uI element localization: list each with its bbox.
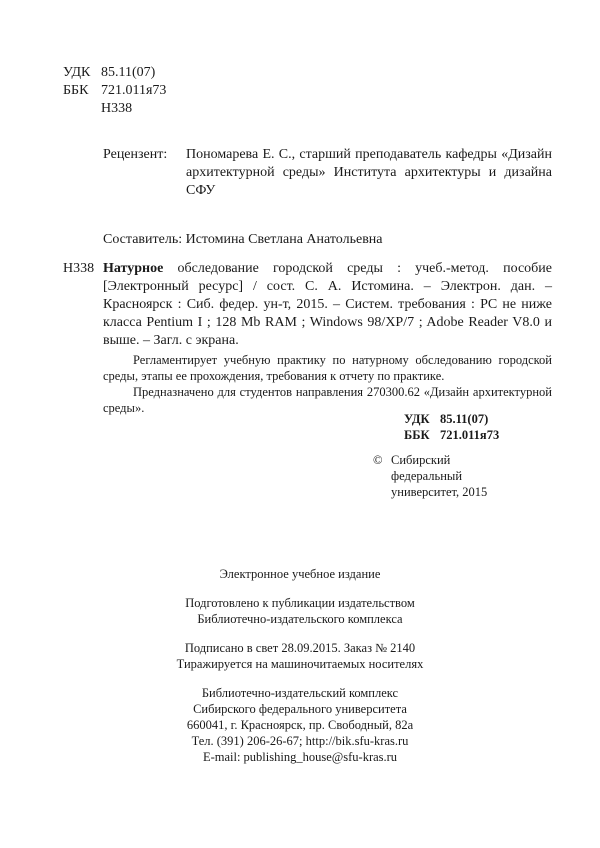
publisher-phone: Тел. (391) 206-26-67; http://bik.sfu-kras.ru (191, 734, 409, 748)
publisher-email: E-mail: publishing_house@sfu-kras.ru (202, 750, 398, 764)
entry-title: Натурное (103, 261, 164, 276)
bbk-row (404, 427, 499, 443)
udk-label: УДК (404, 412, 430, 426)
publisher-contacts (0, 685, 600, 765)
entry-text: обследование городской среды : учеб.-метод. пособие [Электронный ресурс] / сост. С. А. Истомина. – Электрон. дан. – Красноярск : Сиб. федер. ун-т, 2015. – Систем. требования : PC не ниже класса Pentium I ; 128 Mb RAM ; Windows 98/XP/7 ; Adobe Reader V8.0 и выше. – Загл. с экрана. (103, 261, 552, 348)
reviewer-text: Пономарева Е. С., старший преподаватель кафедры «Дизайн архитектурной среды» Института архитектуры и дизайна СФУ (186, 147, 552, 198)
prepared-line: Библиотечно-издательского комплекса (197, 612, 403, 626)
classification-block-bottom (404, 411, 499, 443)
compiler: Составитель: Истомина Светлана Анатольевна (103, 232, 383, 247)
classification-block (63, 64, 166, 118)
abstract (103, 352, 552, 416)
entry-code: Н338 (63, 261, 95, 276)
bibliographic-entry (103, 260, 552, 350)
udk-value: 85.11(07) (440, 412, 489, 426)
author-mark: Н338 (101, 101, 133, 116)
replicated-line: Тиражируется на машиночитаемых носителях (176, 657, 424, 671)
bbk-value: 721.011я73 (440, 428, 500, 442)
prepared-by (0, 595, 600, 627)
udk-value: 85.11(07) (101, 65, 156, 80)
bbk-row (63, 82, 166, 100)
bbk-value: 721.011я73 (101, 83, 167, 98)
publication-info (0, 640, 600, 672)
abstract-paragraph: Регламентирует учебную практику по натурному обследованию городской среды, этапы ее прохождения, требования к отчету по практике. (103, 353, 552, 383)
copyright-line: университет, 2015 (391, 485, 488, 499)
copyright-holder (391, 452, 561, 500)
prepared-line: Подготовлено к публикации издательством (185, 596, 415, 610)
copyright-line: федеральный (391, 469, 463, 483)
abstract-paragraph: Предназначено для студентов направления 270300.62 «Дизайн архитектурной среды». (103, 385, 552, 415)
signed-line: Подписано в свет 28.09.2015. Заказ № 2140 (184, 641, 416, 655)
author-mark-row (63, 100, 166, 118)
copyright-line: Сибирский (391, 453, 451, 467)
bbk-label: ББК (404, 428, 430, 442)
udk-row (63, 64, 166, 82)
bbk-label: ББК (63, 83, 89, 98)
publisher-address: 660041, г. Красноярск, пр. Свободный, 82а (186, 718, 414, 732)
edition-type: Электронное учебное издание (219, 567, 381, 581)
copyright-sign: © (373, 453, 383, 467)
publisher-line: Сибирского федерального университета (193, 702, 407, 716)
udk-label: УДК (63, 65, 91, 80)
publisher-line: Библиотечно-издательский комплекс (201, 686, 399, 700)
reviewer-label: Рецензент: (103, 147, 168, 162)
udk-row (404, 411, 499, 427)
